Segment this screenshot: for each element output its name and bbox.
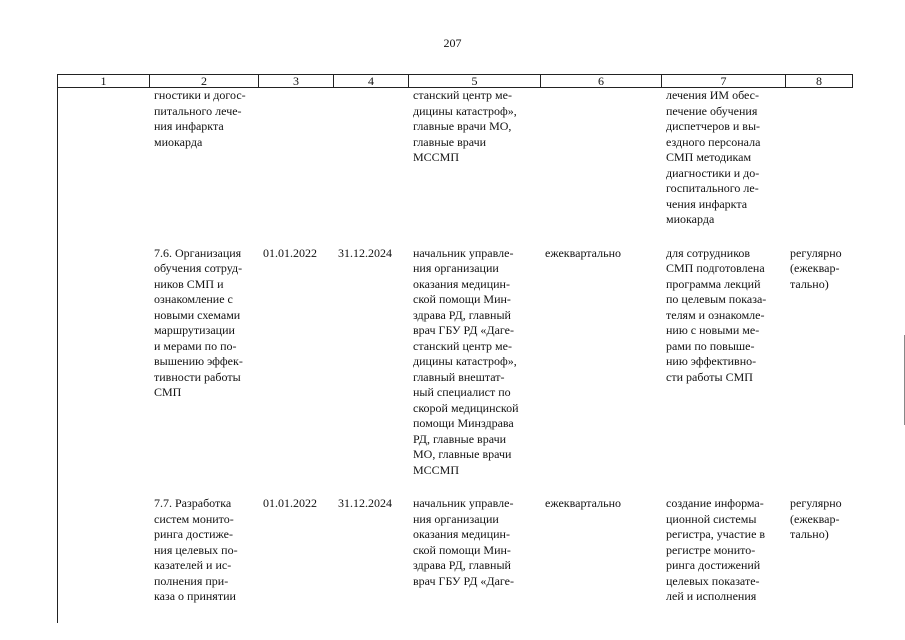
cell-responsible: станский центр ме- дицины катастроф», главные врачи МО, главные врачи МССМП [413, 88, 517, 164]
cell-result: лечения ИМ обес- печение обучения диспетчеров и вы- ездного персонала СМП методикам диагностики и до- госпитального ле- чения инфаркта миокарда [666, 88, 761, 226]
table-row [58, 246, 853, 497]
cell-start-date: 01.01.2022 [263, 245, 317, 260]
cell-end-date: 31.12.2024 [338, 496, 392, 510]
cell-end-date: 31.12.2024 [338, 245, 392, 260]
document-table-container [57, 74, 852, 623]
cell-number [58, 496, 150, 623]
cell-start-date: 01.01.2022 [263, 496, 317, 510]
column-header-7: 7 [662, 75, 786, 88]
cell-start-date [259, 88, 334, 246]
column-header-5: 5 [409, 75, 541, 88]
column-header-3: 3 [259, 75, 334, 88]
column-header-2: 2 [150, 75, 259, 88]
cell-status: регулярно (ежеквар- тально) [790, 245, 842, 291]
cell-number [58, 246, 150, 497]
cell-result: для сотрудников СМП подготовлена программа лекций по целевым показа- телям и ознакомле- нию с новыми ме- рами по повыше- нию эффективно- сти работы СМП [666, 245, 767, 384]
cell-number [58, 88, 150, 246]
cell-task: 7.6. Организация обучения сотруд- ников СМП и ознакомление с новыми схемами маршрутизации и мерами по по- вышению эффек- тивности работы СМП [154, 245, 243, 399]
table-row [58, 88, 853, 246]
cell-responsible: начальник управле- ния организации оказания медицин- ской помощи Мин- здрава РД, главный врач ГБУ РД «Даге- [413, 496, 515, 588]
page-number: 207 [443, 36, 462, 50]
cell-status: регулярно (ежеквар- тально) [790, 496, 842, 541]
cell-result: создание информа- ционной системы регистра, участие в регистре монито- ринга достижений целевых показате- лей и исполнения [666, 496, 766, 603]
column-header-4: 4 [334, 75, 409, 88]
cell-end-date [334, 88, 409, 246]
cell-frequency: ежеквартально [545, 496, 621, 510]
column-header-6: 6 [541, 75, 662, 88]
column-header-1: 1 [58, 75, 150, 88]
table-header-row [58, 75, 853, 88]
cell-frequency [541, 88, 662, 246]
cell-frequency: ежеквартально [545, 245, 621, 260]
action-plan-table [57, 74, 853, 623]
cell-task: гностики и догос- питального лече- ния инфаркта миокарда [154, 88, 246, 149]
column-header-8: 8 [786, 75, 853, 88]
cell-responsible: начальник управле- ния организации оказания медицин- ской помощи Мин- здрава РД, главный врач ГБУ РД «Даге- станский центр ме- дицины катастроф», главный внештат- ный специалист по скорой медицинской помощи Минздрава РД, главные врачи МО, главные врачи МССМП [413, 245, 519, 477]
table-row [58, 496, 853, 623]
cell-task: 7.7. Разработка систем монито- ринга достиже- ния целевых по- казателей и ис- полнения при- каза о принятии [154, 496, 238, 603]
cell-status [786, 88, 853, 246]
